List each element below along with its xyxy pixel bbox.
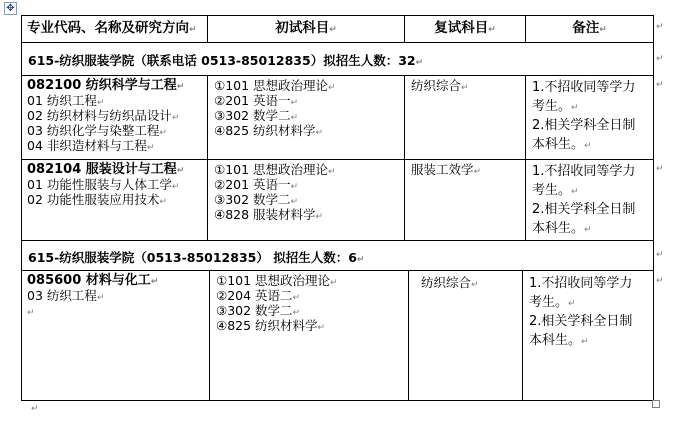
- return-arrow-icon: ↵: [571, 187, 579, 197]
- note-line: 2.相关学科全日制: [532, 118, 636, 133]
- note-line: 2.相关学科全日制: [532, 202, 636, 217]
- direction-item: 02 纺织材料与纺织品设计: [27, 108, 172, 123]
- exam-item: ④825 纺织材料学: [214, 123, 316, 138]
- return-arrow-icon: ↵: [27, 308, 35, 318]
- direction-item: 04 非织造材料与工程: [27, 138, 147, 153]
- return-arrow-icon: ↵: [189, 25, 197, 35]
- exam-item: ③302 数学二: [214, 192, 291, 207]
- retest-cell: [405, 76, 525, 159]
- retest-subject: 纺织综合: [421, 275, 472, 290]
- section-title-text: 615-纺织服装学院（0513-85012835） 拟招生人数：6: [28, 250, 357, 265]
- exam-item: ③302 数学二: [214, 108, 291, 123]
- major-name: 085600 材料与化工: [27, 273, 151, 288]
- return-arrow-icon: ↵: [473, 167, 482, 177]
- return-arrow-icon: ↵: [290, 197, 299, 207]
- table-border-right: [653, 15, 654, 401]
- exam-item: ④825 纺织材料学: [216, 318, 318, 333]
- note-line: 2.相关学科全日制: [529, 314, 633, 329]
- major-cell: [22, 271, 209, 400]
- return-arrow-icon: ↵: [599, 25, 607, 35]
- return-arrow-icon: ↵: [581, 337, 589, 347]
- retest-cell: [405, 160, 525, 240]
- section-title: [22, 241, 653, 270]
- return-arrow-icon: ↵: [146, 143, 155, 153]
- header-exam-label: 初试科目: [275, 20, 330, 36]
- return-arrow-icon: ↵: [568, 299, 576, 309]
- return-arrow-icon: ↵: [329, 25, 337, 35]
- note-line: 1.不招收同等学力: [532, 80, 636, 95]
- return-arrow-icon: ↵: [317, 323, 326, 333]
- note-line: 1.不招收同等学力: [529, 276, 633, 291]
- table-resize-handle[interactable]: [652, 400, 660, 408]
- return-arrow-icon: ↵: [96, 98, 105, 108]
- note-line: 本科生。: [532, 221, 585, 236]
- direction-item: 01 功能性服装与人体工学: [27, 177, 172, 192]
- return-arrow-icon: ↵: [176, 166, 185, 176]
- end-of-cell-icon: ↵: [656, 80, 664, 90]
- return-arrow-icon: ↵: [292, 308, 301, 318]
- return-arrow-icon: ↵: [150, 277, 159, 287]
- major-name: 082100 纺织科学与工程: [27, 78, 177, 93]
- major-cell: [22, 160, 207, 240]
- exam-item: ④828 服装材料学: [214, 207, 316, 222]
- header-retest: [405, 15, 525, 42]
- exam-cell: [208, 76, 404, 159]
- return-arrow-icon: ↵: [159, 197, 167, 207]
- end-of-cell-icon: ↵: [656, 276, 664, 286]
- end-of-cell-icon: ↵: [656, 54, 664, 64]
- exam-cell: [208, 160, 404, 240]
- return-arrow-icon: ↵: [328, 83, 336, 93]
- return-arrow-icon: ↵: [461, 83, 469, 93]
- notes-cell: [523, 271, 653, 400]
- return-arrow-icon: ↵: [292, 293, 301, 303]
- direction-item: 03 纺织工程: [27, 288, 97, 303]
- exam-item: ①101 思想政治理论: [214, 162, 329, 177]
- return-arrow-icon: ↵: [488, 25, 496, 35]
- notes-cell: [526, 160, 653, 240]
- return-arrow-icon: ↵: [315, 128, 324, 138]
- exam-item: ②201 英语一: [214, 177, 291, 192]
- return-arrow-icon: ↵: [471, 280, 479, 290]
- exam-item: ①101 思想政治理论: [216, 273, 331, 288]
- return-arrow-icon: ↵: [584, 225, 592, 235]
- end-of-cell-icon: ↵: [656, 164, 664, 174]
- return-arrow-icon: ↵: [315, 212, 324, 222]
- return-arrow-icon: ↵: [290, 98, 299, 108]
- note-line: 考生。: [532, 99, 572, 114]
- note-line: 本科生。: [529, 333, 582, 348]
- section-title: [22, 43, 653, 75]
- direction-item: 03 纺织化学与染整工程: [27, 123, 160, 138]
- return-arrow-icon: ↵: [31, 404, 39, 414]
- return-arrow-icon: ↵: [176, 82, 185, 92]
- exam-cell: [210, 271, 408, 400]
- note-line: 1.不招收同等学力: [532, 164, 636, 179]
- return-arrow-icon: ↵: [159, 128, 167, 138]
- note-line: 考生。: [529, 295, 569, 310]
- return-arrow-icon: ↵: [356, 255, 365, 265]
- header-retest-label: 复试科目: [434, 20, 489, 36]
- section-title-text: 615-纺织服装学院（联系电话 0513-85012835）拟招生人数：32: [28, 53, 416, 68]
- retest-subject: 纺织综合: [411, 78, 462, 93]
- return-arrow-icon: ↵: [328, 167, 336, 177]
- return-arrow-icon: ↵: [96, 293, 105, 303]
- header-notes-label: 备注: [572, 20, 600, 36]
- return-arrow-icon: ↵: [290, 182, 299, 192]
- header-exam: [208, 15, 404, 42]
- note-line: 考生。: [532, 183, 572, 198]
- header-major-label: 专业代码、名称及研究方向: [27, 20, 189, 36]
- header-notes: [526, 15, 653, 42]
- exam-item: ②204 英语二: [216, 288, 293, 303]
- notes-cell: [526, 76, 653, 159]
- return-arrow-icon: ↵: [171, 182, 180, 192]
- return-arrow-icon: ↵: [290, 113, 299, 123]
- return-arrow-icon: ↵: [171, 113, 180, 123]
- major-name: 082104 服装设计与工程: [27, 162, 177, 177]
- end-of-cell-icon: ↵: [656, 250, 664, 260]
- major-cell: [22, 76, 207, 159]
- exam-item: ②201 英语一: [214, 93, 291, 108]
- direction-item: 01 纺织工程: [27, 93, 97, 108]
- retest-cell: [409, 271, 522, 400]
- return-arrow-icon: ↵: [330, 278, 338, 288]
- exam-item: ①101 思想政治理论: [214, 78, 329, 93]
- table-move-handle-icon[interactable]: ✥: [4, 2, 17, 15]
- header-major: [22, 15, 207, 42]
- exam-item: ③302 数学二: [216, 303, 293, 318]
- return-arrow-icon: ↵: [415, 58, 424, 68]
- return-arrow-icon: ↵: [571, 103, 579, 113]
- direction-item: 02 功能性服装应用技术: [27, 192, 160, 207]
- end-of-cell-icon: ↵: [656, 22, 664, 32]
- table-border-bottom: [21, 400, 654, 401]
- return-arrow-icon: ↵: [584, 141, 592, 151]
- note-line: 本科生。: [532, 137, 585, 152]
- retest-subject: 服装工效学: [411, 162, 474, 177]
